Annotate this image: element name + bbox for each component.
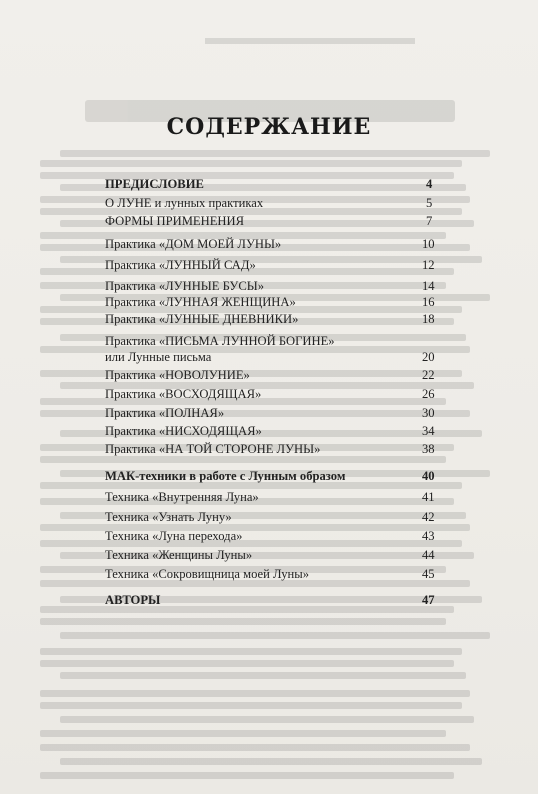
bleed-through-line xyxy=(40,160,462,167)
bleed-through-line xyxy=(40,648,462,655)
toc-entry-page: 10 xyxy=(422,237,435,251)
toc-entry xyxy=(105,385,441,403)
toc-entry-page: 45 xyxy=(422,567,435,581)
toc-entry-page: 41 xyxy=(422,490,435,504)
toc-entry-page: 16 xyxy=(422,295,435,309)
toc-entry-page: 18 xyxy=(422,312,435,326)
bleed-through-line xyxy=(60,672,466,679)
bleed-through-line xyxy=(40,660,454,667)
toc-entry-title: Техника «Внутренняя Луна» xyxy=(105,490,259,504)
toc-entry-title: Практика «ПОЛНАЯ» xyxy=(105,406,225,420)
bleed-through-line xyxy=(60,150,490,157)
toc-entry-title: ФОРМЫ ПРИМЕНЕНИЯ xyxy=(105,214,244,228)
toc-entry-title: Практика «ЛУННЫЕ БУСЫ» xyxy=(105,279,264,293)
toc-entry-page: 22 xyxy=(422,368,435,382)
toc-entry-title: Практика «ДОМ МОЕЙ ЛУНЫ» xyxy=(105,237,282,251)
toc-entry xyxy=(105,488,441,506)
toc-entry-title: Практика «ПИСЬМА ЛУННОЙ БОГИНЕ» xyxy=(105,334,335,348)
toc-entry-title: Практика «ВОСХОДЯЩАЯ» xyxy=(105,387,262,401)
toc-entry-title: МАК-техники в работе с Лунным образом xyxy=(105,469,346,483)
toc-entry xyxy=(105,467,441,485)
toc-entry-page: 44 xyxy=(422,548,435,562)
toc-entry-title: Практика «ЛУННАЯ ЖЕНЩИНА» xyxy=(105,295,296,309)
toc-entry xyxy=(105,404,441,422)
toc-entry-title: Практика «ЛУННЫЕ ДНЕВНИКИ» xyxy=(105,312,299,326)
toc-entry xyxy=(105,565,441,583)
toc-entry xyxy=(105,256,441,274)
toc-entry-title-line2: или Лунные письма xyxy=(105,350,212,364)
toc-entry-page: 5 xyxy=(426,196,433,210)
toc-entry-page: 20 xyxy=(422,350,435,364)
bleed-through-line xyxy=(40,690,470,697)
toc-entry xyxy=(105,310,441,328)
toc-entry-page: 12 xyxy=(422,258,435,272)
bleed-through-line xyxy=(60,716,474,723)
toc-entry-page: 14 xyxy=(422,279,435,293)
toc-entry-page: 42 xyxy=(422,510,435,524)
toc-entry xyxy=(105,293,441,311)
toc-entry-page: 7 xyxy=(426,214,433,228)
toc-entry-title: Практика «ЛУННЫЙ САД» xyxy=(105,258,256,272)
bleed-through-line xyxy=(60,632,490,639)
bleed-through-line xyxy=(40,730,446,737)
toc-entry-title: О ЛУНЕ и лунных практиках xyxy=(105,196,264,210)
toc-entry-title: Техника «Луна перехода» xyxy=(105,529,243,543)
toc-entry xyxy=(105,591,441,609)
toc-entry xyxy=(105,422,441,440)
toc-entry xyxy=(105,366,441,384)
toc-entry xyxy=(105,175,433,193)
bleed-through-line xyxy=(60,758,482,765)
toc-entry-title: ПРЕДИСЛОВИЕ xyxy=(105,177,204,191)
toc-entry-page: 30 xyxy=(422,406,435,420)
toc-entry-title: Практика «НИСХОДЯЩАЯ» xyxy=(105,424,262,438)
toc-entry xyxy=(105,527,441,545)
toc-entry-title: Техника «Узнать Луну» xyxy=(105,510,232,524)
toc-entry-page: 26 xyxy=(422,387,435,401)
toc-entry-title: Техника «Сокровищница моей Луны» xyxy=(105,567,310,581)
page-title: СОДЕРЖАНИЕ xyxy=(166,114,372,140)
toc-entry-title: Техника «Женщины Луны» xyxy=(105,548,253,562)
toc-entry xyxy=(105,440,441,458)
toc-entry-title: Практика «НА ТОЙ СТОРОНЕ ЛУНЫ» xyxy=(105,442,321,456)
toc-entry-page: 38 xyxy=(422,442,435,456)
toc-entry xyxy=(105,508,441,526)
bleed-through-line xyxy=(40,618,446,625)
toc-entry xyxy=(105,546,441,564)
bleed-through-line xyxy=(40,702,462,709)
toc-entry xyxy=(105,194,433,212)
toc-entry-page: 43 xyxy=(422,529,435,543)
toc-entry-page: 4 xyxy=(426,177,433,191)
toc-entry xyxy=(105,212,433,230)
bleed-through-line xyxy=(40,744,470,751)
toc-entry-page: 47 xyxy=(422,593,435,607)
toc-entry xyxy=(105,235,441,253)
toc-entry-page: 40 xyxy=(422,469,435,483)
toc-entry-title: АВТОРЫ xyxy=(105,593,161,607)
toc-entry-title: Практика «НОВОЛУНИЕ» xyxy=(105,368,250,382)
toc-entry-continuation xyxy=(105,348,441,366)
toc-entry-page: 34 xyxy=(422,424,435,438)
bleed-through-line xyxy=(40,772,454,779)
